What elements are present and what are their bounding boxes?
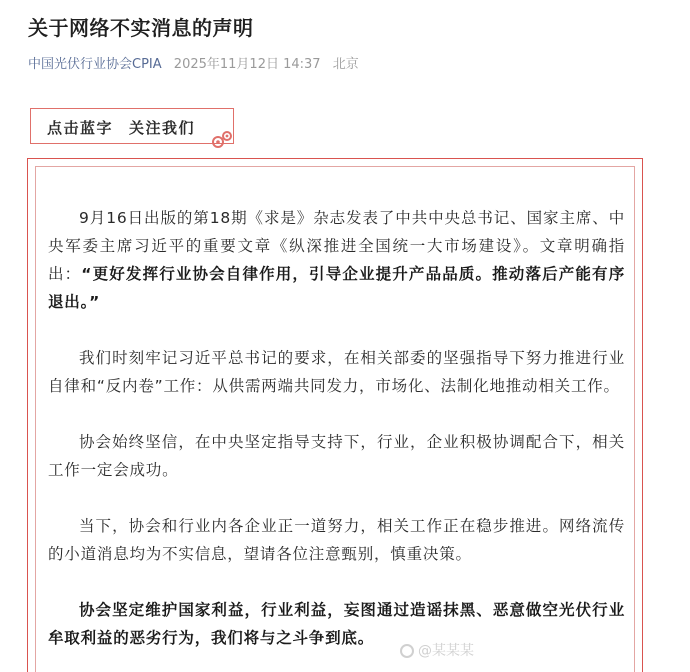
paragraph-4: 当下，协会和行业内各企业正一道努力，相关工作正在稳步推进。网络流传的小道消息均为不实信息，望请各位注意甄别，慎重决策。 <box>48 517 625 563</box>
publish-date: 2025年11月12日 14:37 <box>173 57 321 72</box>
follow-text-follow-us: 关注我们 <box>129 119 196 137</box>
article-body <box>48 204 625 672</box>
publish-location: 北京 <box>332 57 359 72</box>
paragraph-2: 我们时刻牢记习近平总书记的要求，在相关部委的坚强指导下努力推进行业自律和“反内卷”工作：从供需两端共同发力，市场化、法制化地推动相关工作。 <box>48 349 625 395</box>
weibo-icon <box>400 644 414 658</box>
paragraph-1-text: 9月16日出版的第18期《求是》杂志发表了中共中央总书记、国家主席、中央军委主席习近平的重要文章《纵深推进全国统一大市场建设》。文章明确指出： <box>48 209 625 283</box>
gear-icon <box>210 128 234 150</box>
watermark-text: @某某某 <box>418 643 474 659</box>
follow-text-click-blue: 点击蓝字 <box>47 119 114 137</box>
paragraph-3: 协会始终坚信，在中央坚定指导支持下，行业，企业积极协调配合下，相关工作一定会成功。 <box>48 433 625 479</box>
article-title: 关于网络不实消息的声明 <box>28 16 254 40</box>
weibo-watermark <box>400 640 474 660</box>
follow-banner-text[interactable] <box>47 117 195 138</box>
account-name-link[interactable]: 中国光伏行业协会CPIA <box>28 57 162 72</box>
article-meta <box>28 53 359 72</box>
paragraph-5-text: 协会坚定维护国家利益，行业利益，妄图通过造谣抹黑、恶意做空光伏行业牟取利益的恶劣行为，我们将与之斗争到底。 <box>48 601 625 647</box>
paragraph-1 <box>48 204 625 316</box>
paragraph-1-quote: “更好发挥行业协会自律作用，引导企业提升产品品质。推动落后产能有序退出。” <box>48 265 625 311</box>
paragraph-5 <box>48 596 625 652</box>
